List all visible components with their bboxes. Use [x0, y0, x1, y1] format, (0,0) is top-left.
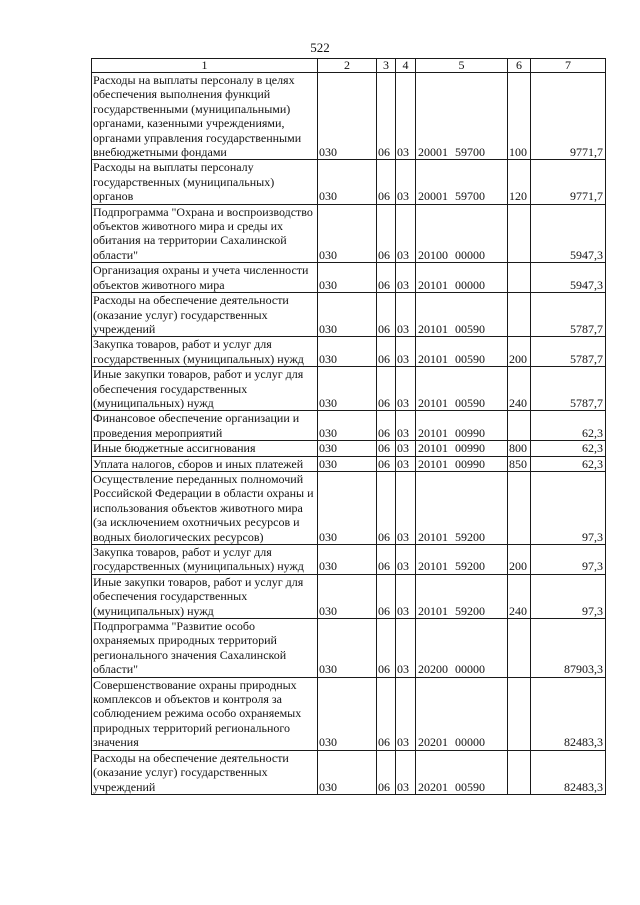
amount-cell: 5947,3 — [531, 263, 606, 293]
expense-type-cell: 120 — [508, 160, 531, 204]
amount-cell: 5787,7 — [531, 367, 606, 411]
expense-name-cell: Финансовое обеспечение организации и проведения мероприятий — [92, 411, 318, 441]
ministry-code-cell: 030 — [318, 73, 377, 160]
target-article-cell: 20101 59200 — [416, 574, 508, 618]
expense-type-cell — [508, 750, 531, 794]
amount-cell: 97,3 — [531, 471, 606, 544]
column-header: 6 — [508, 59, 531, 73]
section-code-cell: 06 — [377, 677, 396, 750]
subsection-code-cell: 03 — [396, 471, 416, 544]
table-row — [92, 337, 606, 367]
amount-cell: 9771,7 — [531, 73, 606, 160]
ministry-code-cell: 030 — [318, 263, 377, 293]
expense-type-cell: 800 — [508, 441, 531, 456]
header-row — [92, 59, 606, 73]
ministry-code-cell: 030 — [318, 160, 377, 204]
ministry-code-cell: 030 — [318, 574, 377, 618]
table-row — [92, 750, 606, 794]
expense-name-cell: Иные закупки товаров, работ и услуг для обеспечения государственных (муниципальных) нужд — [92, 367, 318, 411]
amount-cell: 5947,3 — [531, 204, 606, 263]
subsection-code-cell: 03 — [396, 160, 416, 204]
ministry-code-cell: 030 — [318, 441, 377, 456]
expense-type-cell — [508, 411, 531, 441]
target-article-cell: 20200 00000 — [416, 619, 508, 678]
page-number: 522 — [310, 40, 330, 55]
table-row — [92, 471, 606, 544]
subsection-code-cell: 03 — [396, 619, 416, 678]
expense-name-cell: Расходы на обеспечение деятельности (оказание услуг) государственных учреждений — [92, 293, 318, 337]
ministry-code-cell: 030 — [318, 293, 377, 337]
amount-cell: 97,3 — [531, 545, 606, 575]
table-row — [92, 263, 606, 293]
expense-type-cell: 850 — [508, 456, 531, 471]
ministry-code-cell: 030 — [318, 367, 377, 411]
table-row — [92, 204, 606, 263]
section-code-cell: 06 — [377, 574, 396, 618]
section-code-cell: 06 — [377, 160, 396, 204]
column-header: 2 — [318, 59, 377, 73]
amount-cell: 62,3 — [531, 411, 606, 441]
target-article-cell: 20201 00590 — [416, 750, 508, 794]
expense-name-cell: Расходы на обеспечение деятельности (оказание услуг) государственных учреждений — [92, 750, 318, 794]
target-article-cell: 20001 59700 — [416, 73, 508, 160]
subsection-code-cell: 03 — [396, 545, 416, 575]
column-header: 3 — [377, 59, 396, 73]
column-header: 4 — [396, 59, 416, 73]
expense-type-cell: 100 — [508, 73, 531, 160]
amount-cell: 9771,7 — [531, 160, 606, 204]
section-code-cell: 06 — [377, 411, 396, 441]
subsection-code-cell: 03 — [396, 293, 416, 337]
target-article-cell: 20101 00000 — [416, 263, 508, 293]
section-code-cell: 06 — [377, 471, 396, 544]
column-header: 1 — [92, 59, 318, 73]
subsection-code-cell: 03 — [396, 677, 416, 750]
amount-cell: 62,3 — [531, 456, 606, 471]
section-code-cell: 06 — [377, 441, 396, 456]
table-row — [92, 677, 606, 750]
expense-name-cell: Расходы на выплаты персоналу государственных (муниципальных) органов — [92, 160, 318, 204]
section-code-cell: 06 — [377, 456, 396, 471]
expense-name-cell: Расходы на выплаты персоналу в целях обеспечения выполнения функций государственными (муниципальными) органами, казенными учреждениями, органами управления государственными внебюджетными фондами — [92, 73, 318, 160]
table-row — [92, 293, 606, 337]
ministry-code-cell: 030 — [318, 456, 377, 471]
target-article-cell: 20101 00990 — [416, 441, 508, 456]
target-article-cell: 20101 00590 — [416, 337, 508, 367]
expense-type-cell: 200 — [508, 337, 531, 367]
expense-name-cell: Закупка товаров, работ и услуг для государственных (муниципальных) нужд — [92, 545, 318, 575]
target-article-cell: 20101 00990 — [416, 411, 508, 441]
expense-type-cell: 240 — [508, 367, 531, 411]
ministry-code-cell: 030 — [318, 471, 377, 544]
expense-name-cell: Иные бюджетные ассигнования — [92, 441, 318, 456]
target-article-cell: 20101 00590 — [416, 367, 508, 411]
expense-name-cell: Подпрограмма "Развитие особо охраняемых природных территорий регионального значения Сахалинской области" — [92, 619, 318, 678]
expense-type-cell — [508, 293, 531, 337]
subsection-code-cell: 03 — [396, 73, 416, 160]
section-code-cell: 06 — [377, 750, 396, 794]
section-code-cell: 06 — [377, 619, 396, 678]
expense-type-cell: 200 — [508, 545, 531, 575]
ministry-code-cell: 030 — [318, 750, 377, 794]
expense-name-cell: Осуществление переданных полномочий Российской Федерации в области охраны и использования объектов животного мира (за исключением охотничьих ресурсов и водных биологических ресурсов) — [92, 471, 318, 544]
section-code-cell: 06 — [377, 545, 396, 575]
amount-cell: 87903,3 — [531, 619, 606, 678]
table-row — [92, 574, 606, 618]
target-article-cell: 20201 00000 — [416, 677, 508, 750]
section-code-cell: 06 — [377, 263, 396, 293]
table-row — [92, 160, 606, 204]
section-code-cell: 06 — [377, 204, 396, 263]
ministry-code-cell: 030 — [318, 337, 377, 367]
expense-name-cell: Иные закупки товаров, работ и услуг для обеспечения государственных (муниципальных) нужд — [92, 574, 318, 618]
target-article-cell: 20101 00590 — [416, 293, 508, 337]
expense-type-cell — [508, 471, 531, 544]
subsection-code-cell: 03 — [396, 204, 416, 263]
table-row — [92, 456, 606, 471]
amount-cell: 62,3 — [531, 441, 606, 456]
subsection-code-cell: 03 — [396, 574, 416, 618]
amount-cell: 5787,7 — [531, 337, 606, 367]
ministry-code-cell: 030 — [318, 204, 377, 263]
section-code-cell: 06 — [377, 367, 396, 411]
target-article-cell: 20001 59700 — [416, 160, 508, 204]
column-header: 5 — [416, 59, 508, 73]
section-code-cell: 06 — [377, 73, 396, 160]
expense-name-cell: Уплата налогов, сборов и иных платежей — [92, 456, 318, 471]
expense-name-cell: Закупка товаров, работ и услуг для государственных (муниципальных) нужд — [92, 337, 318, 367]
ministry-code-cell: 030 — [318, 619, 377, 678]
table-row — [92, 545, 606, 575]
table-row — [92, 441, 606, 456]
section-code-cell: 06 — [377, 293, 396, 337]
subsection-code-cell: 03 — [396, 411, 416, 441]
amount-cell: 5787,7 — [531, 293, 606, 337]
expense-name-cell: Подпрограмма "Охрана и воспроизводство объектов животного мира и среды их обитания на территории Сахалинской области" — [92, 204, 318, 263]
ministry-code-cell: 030 — [318, 545, 377, 575]
expense-type-cell — [508, 263, 531, 293]
ministry-code-cell: 030 — [318, 411, 377, 441]
table-row — [92, 367, 606, 411]
subsection-code-cell: 03 — [396, 456, 416, 471]
table-row — [92, 73, 606, 160]
amount-cell: 97,3 — [531, 574, 606, 618]
target-article-cell: 20101 59200 — [416, 545, 508, 575]
expense-type-cell — [508, 619, 531, 678]
expense-type-cell — [508, 204, 531, 263]
budget-table — [91, 58, 606, 795]
expense-name-cell: Организация охраны и учета численности объектов животного мира — [92, 263, 318, 293]
table-row — [92, 619, 606, 678]
subsection-code-cell: 03 — [396, 367, 416, 411]
subsection-code-cell: 03 — [396, 337, 416, 367]
amount-cell: 82483,3 — [531, 750, 606, 794]
expense-type-cell — [508, 677, 531, 750]
subsection-code-cell: 03 — [396, 750, 416, 794]
ministry-code-cell: 030 — [318, 677, 377, 750]
target-article-cell: 20101 00990 — [416, 456, 508, 471]
expense-type-cell: 240 — [508, 574, 531, 618]
column-header: 7 — [531, 59, 606, 73]
section-code-cell: 06 — [377, 337, 396, 367]
target-article-cell: 20101 59200 — [416, 471, 508, 544]
subsection-code-cell: 03 — [396, 263, 416, 293]
target-article-cell: 20100 00000 — [416, 204, 508, 263]
table-row — [92, 411, 606, 441]
subsection-code-cell: 03 — [396, 441, 416, 456]
expense-name-cell: Совершенствование охраны природных комплексов и объектов и контроля за соблюдением режима особо охраняемых природных территорий регионального значения — [92, 677, 318, 750]
amount-cell: 82483,3 — [531, 677, 606, 750]
